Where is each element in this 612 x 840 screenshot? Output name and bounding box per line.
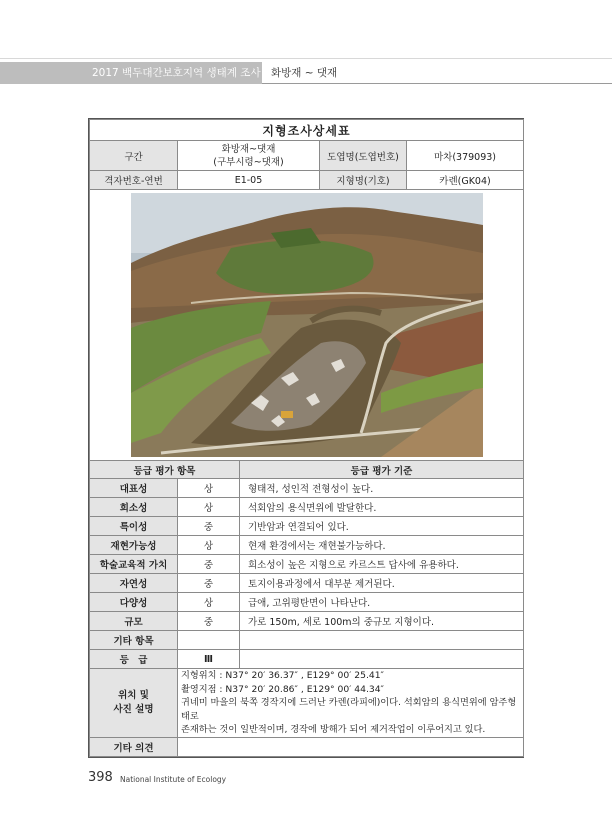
grading-row [90,536,524,555]
landscape-illustration [131,193,483,457]
grading-grade: 상 [178,498,240,517]
grading-item: 재현가능성 [90,536,178,555]
grading-item: 희소성 [90,498,178,517]
grading-criteria: 가로 150m, 세로 100m의 중규모 지형이다. [240,612,524,631]
other-item-label: 기타 항목 [90,631,178,650]
location-coords: 지형위치 : N37° 20′ 36.37″ , E129° 00′ 25.41″ [181,670,384,681]
grading-criteria: 토지이용과정에서 대부분 제거된다. [240,574,524,593]
top-divider [0,58,612,59]
grading-item: 특이성 [90,517,178,536]
sheet-table [89,119,524,757]
footer-organization: National Institute of Ecology [120,775,227,784]
grading-criteria: 희소성이 높은 지형으로 카르스트 답사에 유용하다. [240,555,524,574]
sheet-title: 지형조사상세표 [90,120,524,141]
grading-grade: 상 [178,593,240,612]
header-rule [262,83,612,84]
other-item-grade [178,631,240,650]
location-label: 위치 및 사진 설명 [90,669,178,738]
grading-item: 자연성 [90,574,178,593]
grading-grade: 중 [178,555,240,574]
section-value: 화방재~댓재 (구부시령~댓재) [178,141,320,171]
grading-item-header: 등급 평가 항목 [90,461,240,479]
page-number: 398 [88,770,113,785]
other-opinion-label: 기타 의견 [90,737,178,756]
grading-row [90,555,524,574]
grading-item: 학술교육적 가치 [90,555,178,574]
grading-item: 다양성 [90,593,178,612]
grid-label: 격자번호-연번 [90,171,178,190]
landform-value: 카렌(GK04) [407,171,524,190]
photo-cell [90,190,524,461]
grading-criteria-header: 등급 평가 기준 [240,461,524,479]
grading-grade: 상 [178,536,240,555]
grading-grade: 중 [178,517,240,536]
grading-item: 규모 [90,612,178,631]
grade-value: Ⅲ [178,650,240,669]
grading-criteria: 급애, 고위평탄면이 나타난다. [240,593,524,612]
photo-coords: 촬영지점 : N37° 20′ 20.86″ , E129° 00′ 44.34″ [181,683,384,695]
section-label: 구간 [90,141,178,171]
other-item-value [240,631,524,650]
grading-grade: 중 [178,612,240,631]
grading-item: 대표성 [90,479,178,498]
map-value: 마차(379093) [407,141,524,171]
running-header: 2017 백두대간보호지역 생태계 조사 [0,62,262,84]
grading-row [90,479,524,498]
grading-criteria: 석회암의 용식면위에 발달한다. [240,498,524,517]
description-line: 존재하는 것이 일반적이며, 경작에 방해가 되어 제거작업이 이루어지고 있다. [181,724,486,735]
grading-row [90,517,524,536]
grading-row [90,593,524,612]
grading-row [90,612,524,631]
description-line: 귀네미 마을의 북쪽 경작지에 드러난 카렌(라피에)이다. 석회암의 용식면위에 암주형태로 [181,697,517,722]
grading-row [90,498,524,517]
grading-grade: 상 [178,479,240,498]
grading-row [90,574,524,593]
landform-label: 지형명(기호) [320,171,407,190]
running-header-subtitle: 화방재 ~ 댓재 [271,67,338,79]
grading-grade: 중 [178,574,240,593]
grading-criteria: 현재 환경에서는 재현불가능하다. [240,536,524,555]
map-label: 도엽명(도엽번호) [320,141,407,171]
other-opinion-value [178,737,524,756]
survey-sheet [88,118,524,758]
grading-criteria: 형태적, 성인적 전형성이 높다. [240,479,524,498]
grade-label: 등 급 [90,650,178,669]
grade-blank [240,650,524,669]
karren-landscape-photo [131,193,483,457]
grading-criteria: 기반암과 연결되어 있다. [240,517,524,536]
grid-value: E1-05 [178,171,320,190]
location-description [178,669,524,738]
